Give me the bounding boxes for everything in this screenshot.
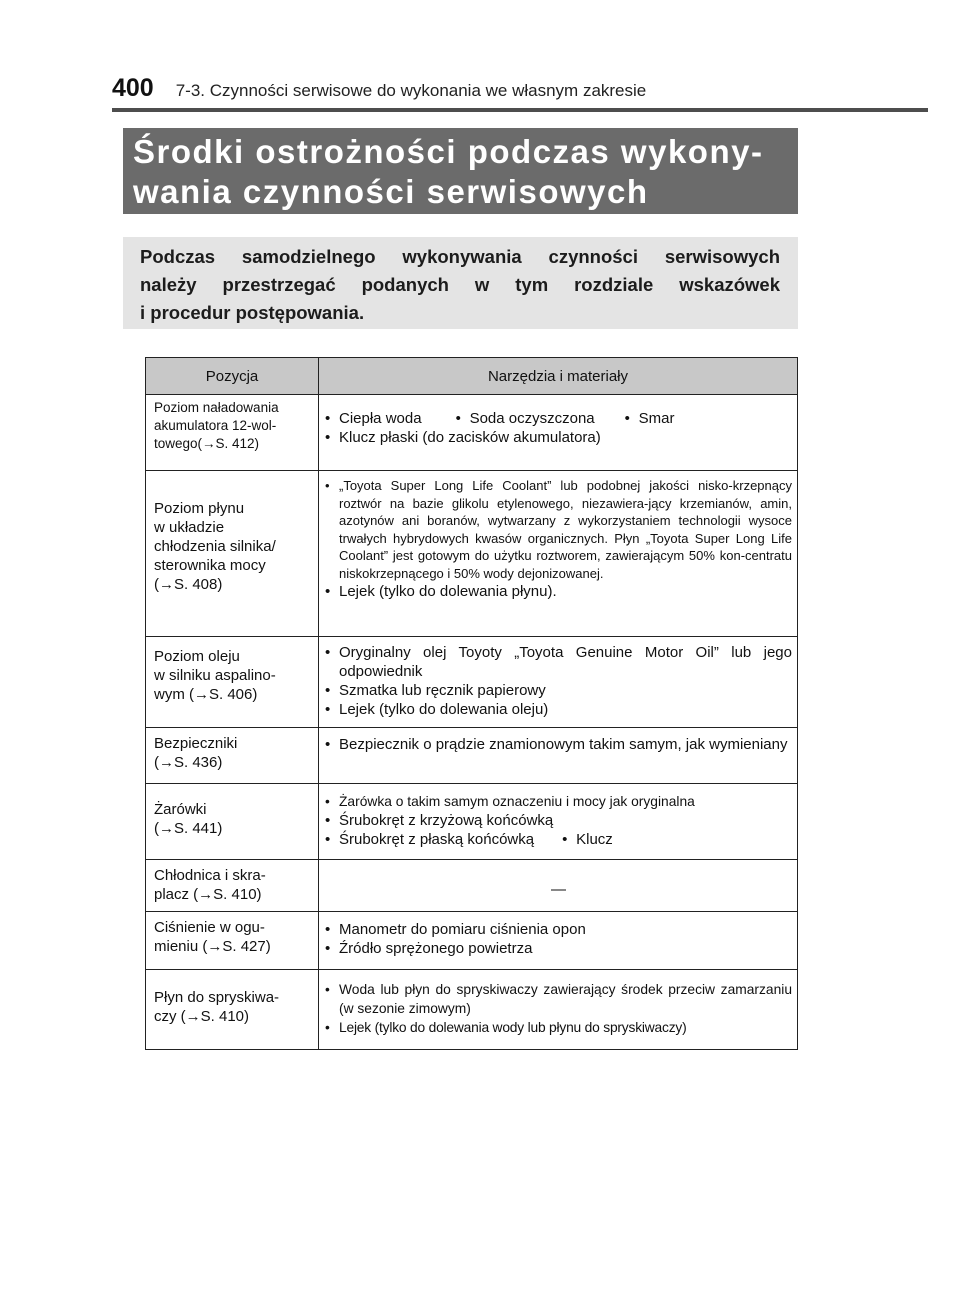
table-row [146,728,798,784]
materials-cell [319,860,798,912]
material-item: • Lejek (tylko do dolewania oleju) [325,700,792,719]
header-divider [112,108,928,112]
item-line: Poziom oleju [154,648,240,665]
table-row [146,471,798,637]
material-item: • Klucz [562,830,613,849]
inline-materials [325,409,792,428]
materials-cell [319,471,798,637]
section-title-line-1: Środki ostrożności podczas wykony- [133,133,764,170]
materials-cell [319,637,798,728]
material-item: • Bezpiecznik o prądzie znamionowym takim samym, jak wymieniany [325,734,792,755]
material-item: • Lejek (tylko do dolewania płynu). [325,582,792,601]
chapter-title: 7-3. Czynności serwisowe do wykonania we własnym zakresie [175,81,647,100]
item-line: (→S. 441) [154,820,223,837]
header-materials: Narzędzia i materiały [319,358,798,395]
table-row [146,970,798,1050]
item-line: Żarówki [154,801,207,818]
material-item: • Śrubokręt z płaską końcówką [325,830,534,849]
section-title [123,128,798,214]
table-row [146,784,798,860]
item-cell [146,860,319,912]
item-line: Płyn do spryskiwa- [154,989,280,1006]
material-item: • Manometr do pomiaru ciśnienia opon [325,920,792,939]
material-item: • Klucz płaski (do zacisków akumulatora) [325,428,792,447]
intro-line-3: i procedur postępowania. [140,302,365,323]
materials-cell [319,728,798,784]
item-line: w układzie [154,519,225,536]
table-row [146,395,798,471]
item-line: w silniku aspalino- [154,667,276,684]
table-header-row [146,358,798,395]
tools-table [145,357,798,1050]
page-number: 400 [112,74,154,102]
item-line: czy (→S. 410) [154,1008,250,1025]
item-line: Poziom płynu [154,500,245,517]
materials-cell [319,912,798,970]
material-item: • Śrubokręt z krzyżową końcówką [325,811,792,830]
table-row [146,637,798,728]
material-item: • Oryginalny olej Toyoty „Toyota Genuine Motor Oil” lub jego odpowiednik [325,643,792,681]
item-line: Ciśnienie w ogu- [154,919,265,936]
item-line: (→S. 408) [154,576,223,593]
item-cell [146,970,319,1050]
material-item: • Szmatka lub ręcznik papierowy [325,681,792,700]
intro-box [123,237,798,329]
item-line: towego(→S. 412) [154,436,260,451]
item-cell [146,784,319,860]
material-item: • Woda lub płyn do spryskiwaczy zawierający środek przeciw zamarzaniu (w sezonie zimowym) [325,980,792,1018]
item-line: wym (→S. 406) [154,686,258,703]
item-cell [146,912,319,970]
material-item: • Ciepła woda [325,409,422,428]
item-line: sterownika mocy [154,557,266,574]
item-cell [146,395,319,471]
table-row [146,912,798,970]
materials-cell [319,395,798,471]
item-line: Chłodnica i skra- [154,867,266,884]
table-row [146,860,798,912]
material-item: • Źródło sprężonego powietrza [325,939,792,958]
material-item: • Żarówka o takim samym oznaczeniu i mocy jak oryginalna [325,792,792,811]
intro-line-2: należy przestrzegać podanych w tym rozdziale wskazówek [140,274,780,295]
inline-materials [325,830,792,849]
intro-line-1: Podczas samodzielnego wykonywania czynności serwisowych [140,246,780,267]
materials-cell [319,784,798,860]
item-line: mieniu (→S. 427) [154,938,271,955]
item-line: Poziom naładowania [154,400,279,415]
item-cell [146,728,319,784]
material-item: • Smar [625,409,675,428]
material-item: • Soda oczyszczona [456,409,595,428]
material-item: • Lejek (tylko do dolewania wody lub płynu do spryskiwaczy) [325,1018,792,1037]
materials-cell [319,970,798,1050]
item-line: placz (→S. 410) [154,886,262,903]
item-line: Bezpieczniki [154,735,238,752]
page-header [112,74,920,108]
item-line: chłodzenia silnika/ [154,538,276,555]
item-line: akumulatora 12-wol- [154,418,277,433]
no-materials-dash: — [551,881,566,898]
item-line: (→S. 436) [154,754,223,771]
header-item: Pozycja [146,358,319,395]
item-cell [146,637,319,728]
section-title-line-2: wania czynności serwisowych [133,173,649,210]
material-item: • „Toyota Super Long Life Coolant” lub podobnej jakości nisko-krzepnący roztwór na bazie glikolu etylenowego, niezawiera-jący krzemianów, amin, azotynów ani boranów, wytwarzany z wykorzystaniem technologii wysoce trwałych hybrydowych kwasów organicznych. Płyn „Toyota Super Long Life Coolant” jest gotowym do użytku roztworem, zawierającym 50% kon-centratu niskokrzepnącego i 50% wody dejonizowanej. [325,477,792,582]
item-cell [146,471,319,637]
